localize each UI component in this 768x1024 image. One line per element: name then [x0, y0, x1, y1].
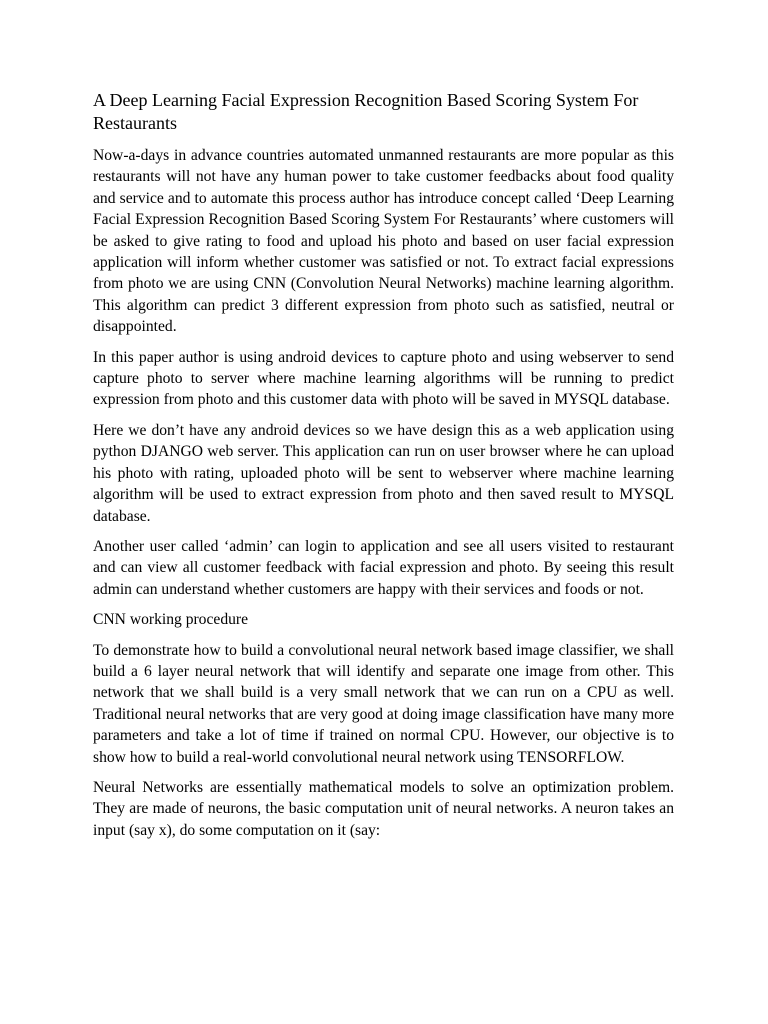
- paragraph-intro: Now-a-days in advance countries automated unmanned restaurants are more popular as this restaurants will not have any human power to take customer feedbacks about food quality and service and to automate this process author has introduce concept called ‘Deep Learning Facial Expression Recognition Based Scoring System For Restaurants’ where customers will be asked to give rating to food and upload his photo and based on user facial expression application will inform whether customer was satisfied or not. To extract facial expressions from photo we are using CNN (Convolution Neural Networks) machine learning algorithm. This algorithm can predict 3 different expression from photo such as satisfied, neutral or disappointed.: [93, 147, 674, 336]
- paragraph-web-application: Here we don’t have any android devices so we have design this as a web application using python DJANGO web server. This application can run on user browser where he can upload his photo with rating, uploaded photo will be sent to webserver where machine learning algorithm will be used to extract expression from photo and then saved result to MYSQL database.: [93, 421, 674, 525]
- paragraph-cnn-demo: To demonstrate how to build a convolutional neural network based image classifier, we shall build a 6 layer neural network that will identify and separate one image from other. This network that we shall build is a very small network that we can run on a CPU as well. Traditional neural networks that are very good at doing image classification have many more parameters and take a lot of time if trained on normal CPU. However, our objective is to show how to build a real-world convolutional neural network using TENSORFLOW.: [93, 641, 674, 766]
- section-heading-cnn: CNN working procedure: [93, 611, 249, 629]
- paragraph-android: In this paper author is using android devices to capture photo and using webserver to send capture photo to server where machine learning algorithms will be running to predict expression from photo and this customer data with photo will be saved in MYSQL database.: [93, 348, 674, 409]
- document-title: A Deep Learning Facial Expression Recognition Based Scoring System For Restaurants: [93, 90, 639, 133]
- paragraph-neural-networks: Neural Networks are essentially mathematical models to solve an optimization problem. They are made of neurons, the basic computation unit of neural networks. A neuron takes an input (say x), do some computation on it (say:: [93, 778, 674, 839]
- paragraph-admin: Another user called ‘admin’ can login to application and see all users visited to restaurant and can view all customer feedback with facial expression and photo. By seeing this result admin can understand whether customers are happy with their services and foods or not.: [93, 537, 674, 598]
- document-body: [93, 89, 674, 850]
